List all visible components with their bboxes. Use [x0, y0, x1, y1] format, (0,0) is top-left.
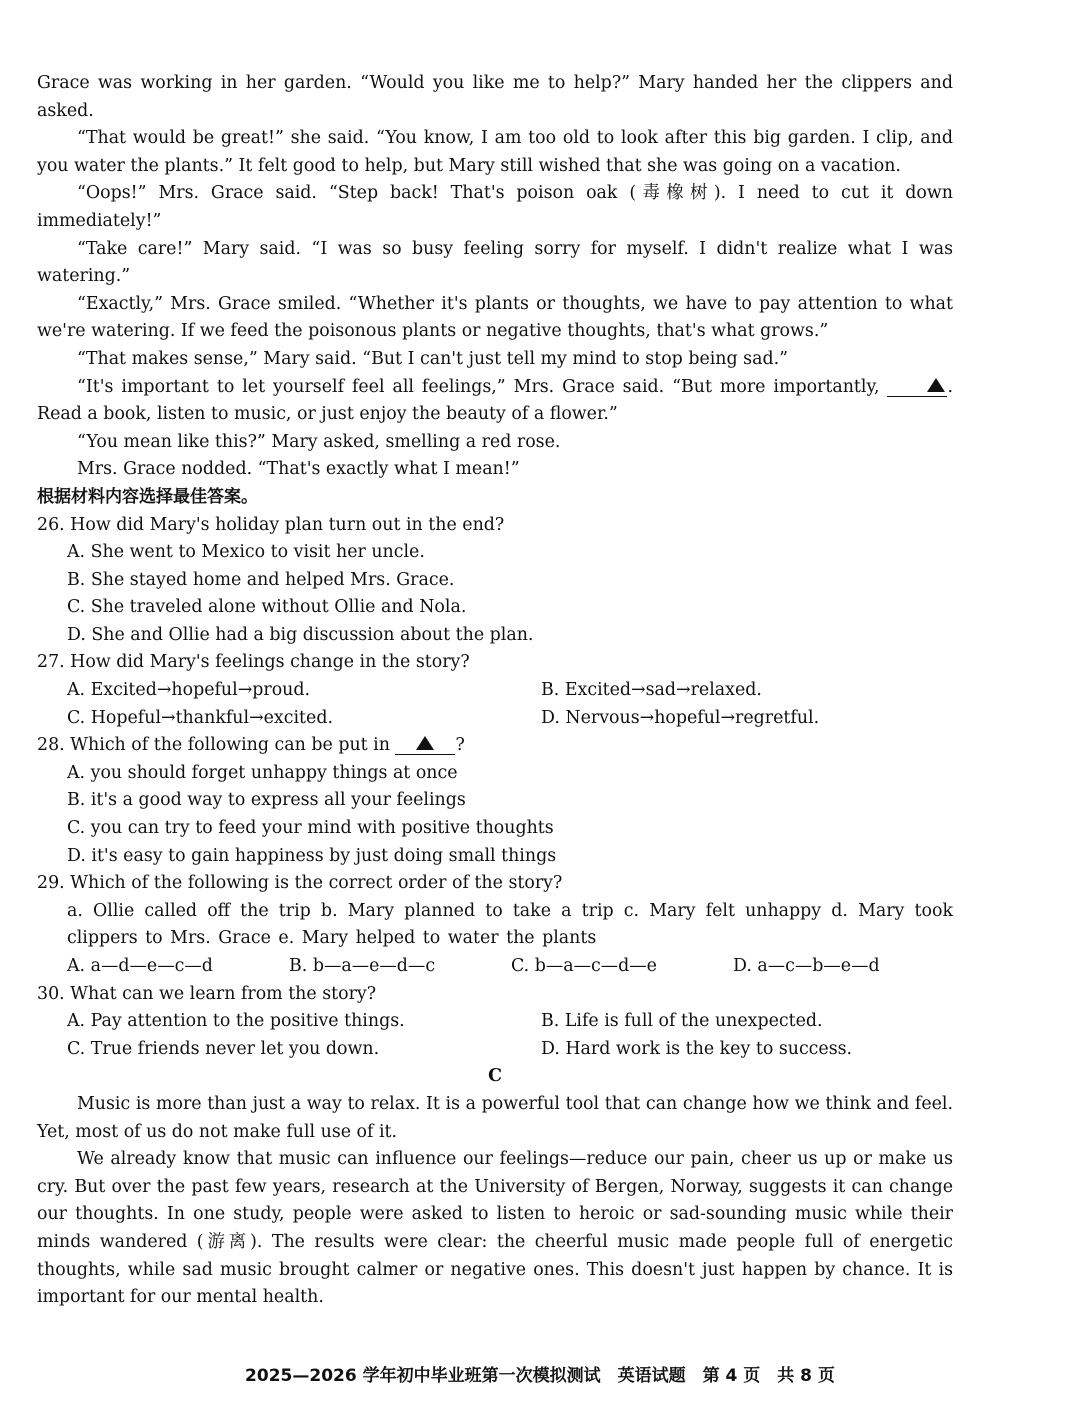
option: B. b—a—e—d—c [289, 956, 436, 976]
triangle-icon [416, 736, 434, 750]
paragraph: Grace was working in her garden. “Would you like me to help?” Mary handed her the clippers and asked. [37, 73, 953, 121]
option: A. a—d—e—c—d [67, 956, 213, 976]
option: D. a—c—b—e—d [733, 956, 880, 976]
option: A. Pay attention to the positive things. [67, 1011, 405, 1032]
option-row [67, 1008, 953, 1036]
option: D. She and Ollie had a big discussion about the plan. [67, 624, 534, 645]
option: D. Hard work is the key to success. [541, 1038, 853, 1059]
question-text: ? [455, 735, 465, 756]
option-row [67, 677, 953, 705]
option: C. b—a—c—d—e [511, 956, 657, 976]
paragraph-text: . Read a book, listen to music, or just enjoy the beauty of a flower.” [37, 376, 953, 425]
option: D. it's easy to gain happiness by just doing small things [67, 845, 557, 866]
option: B. Life is full of the unexpected. [541, 1011, 823, 1032]
answer-blank [395, 736, 455, 755]
option-row [67, 705, 953, 733]
question-text: 28. Which of the following can be put in [37, 735, 390, 756]
story-events: a. Ollie called off the trip b. Mary planned to take a trip c. Mary felt unhappy d. Mary took clippers to Mrs. Grace e. Mary helped to water the plants [67, 900, 953, 949]
option: C. you can try to feed your mind with positive thoughts [67, 818, 554, 839]
option: B. She stayed home and helped Mrs. Grace. [67, 569, 455, 590]
answer-blank [887, 378, 947, 397]
paragraph-with-blank [37, 374, 953, 429]
paragraph-text: “It's important to let yourself feel all feelings,” Mrs. Grace said. “But more importantly, [77, 376, 880, 397]
question-stem: 29. Which of the following is the correct order of the story? [37, 873, 563, 894]
page-footer: 2025—2026 学年初中毕业班第一次模拟测试 英语试题 第 4 页 共 8 页 [245, 1366, 835, 1386]
option: C. Hopeful→thankful→excited. [67, 707, 333, 728]
option: B. Excited→sad→relaxed. [541, 680, 762, 701]
section-heading: C [488, 1066, 502, 1087]
option: C. True friends never let you down. [67, 1038, 380, 1059]
paragraph: We already know that music can influence our feelings—reduce our pain, cheer us up or make us cry. But over the past few years, research at the University of Bergen, Norway, suggests it can change our thoughts. In one study, people were asked to listen to heroic or sad-sounding music while their minds wandered (游离). The results were clear: the cheerful music made people full of energetic thoughts, while sad music brought calmer or negative ones. This doesn't just happen by chance. It is important for our mental health. [37, 1149, 953, 1308]
option-row [67, 953, 953, 981]
paragraph: “Take care!” Mary said. “I was so busy feeling sorry for myself. I didn't realize what I was watering.” [37, 238, 953, 287]
question-stem [37, 732, 953, 760]
instruction: 根据材料内容选择最佳答案。 [37, 486, 258, 507]
paragraph: Mrs. Grace nodded. “That's exactly what I mean!” [77, 459, 520, 480]
paragraph: “Exactly,” Mrs. Grace smiled. “Whether it's plants or thoughts, we have to pay attention to what we're watering. If we feed the poisonous plants or negative thoughts, that's what grows.” [37, 293, 953, 342]
question-stem: 30. What can we learn from the story? [37, 983, 377, 1004]
paragraph: Music is more than just a way to relax. It is a powerful tool that can change how we think and feel. Yet, most of us do not make full use of it. [37, 1093, 953, 1142]
question-stem: 27. How did Mary's feelings change in the story? [37, 652, 470, 673]
triangle-icon [927, 378, 945, 392]
option: A. She went to Mexico to visit her uncle. [67, 542, 425, 563]
paragraph: “Oops!” Mrs. Grace said. “Step back! That's poison oak (毒橡树). I need to cut it down immediately!” [37, 183, 953, 231]
option: A. you should forget unhappy things at once [67, 762, 458, 783]
option-row [67, 1036, 953, 1064]
option: D. Nervous→hopeful→regretful. [541, 707, 820, 728]
option: B. it's a good way to express all your feelings [67, 790, 466, 811]
paragraph: “That would be great!” she said. “You know, I am too old to look after this big garden. I clip, and you water the plants.” It felt good to help, but Mary still wished that she was going on a vacation. [37, 128, 953, 176]
paragraph: “You mean like this?” Mary asked, smelling a red rose. [77, 431, 561, 452]
question-stem: 26. How did Mary's holiday plan turn out in the end? [37, 514, 505, 535]
option: A. Excited→hopeful→proud. [67, 680, 311, 701]
option: C. She traveled alone without Ollie and Nola. [67, 597, 467, 618]
paragraph: “That makes sense,” Mary said. “But I can't just tell my mind to stop being sad.” [77, 348, 789, 369]
exam-page [37, 70, 953, 1312]
